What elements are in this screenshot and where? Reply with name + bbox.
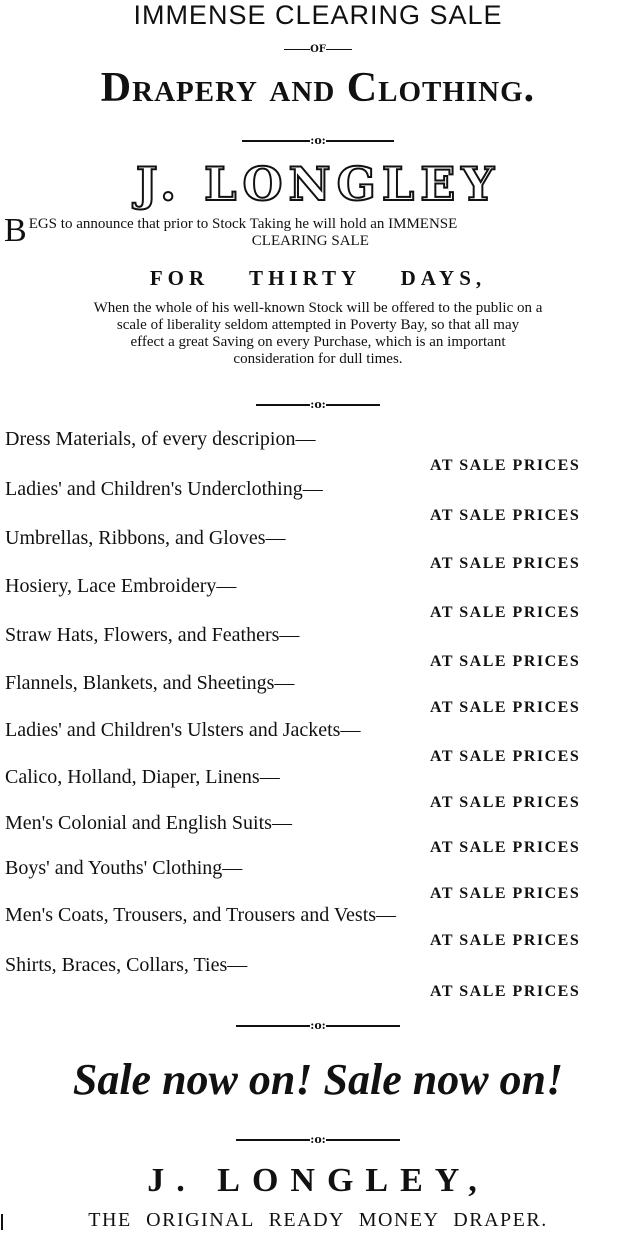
divider-text: :o: — [310, 134, 326, 147]
price-label: AT SALE PRICES — [430, 932, 581, 949]
of-divider — [0, 44, 636, 55]
headline: IMMENSE CLEARING SALE — [133, 0, 503, 30]
rule-bar — [326, 404, 380, 406]
merchant-name: J. LONGLEY — [135, 157, 501, 211]
divider — [0, 1133, 636, 1146]
price-label: AT SALE PRICES — [430, 839, 581, 856]
rule-bar — [284, 49, 310, 50]
list-item: Dress Materials, of every descripion— — [5, 428, 316, 450]
intro-text — [4, 212, 632, 250]
price-label: AT SALE PRICES — [430, 794, 581, 811]
sale-banner: Sale now on! Sale now on! — [72, 1055, 564, 1104]
divider — [0, 134, 636, 147]
price-label: AT SALE PRICES — [430, 555, 581, 572]
rule-bar — [326, 140, 394, 142]
price-label: AT SALE PRICES — [430, 604, 581, 621]
list-item: Straw Hats, Flowers, and Feathers— — [5, 624, 300, 646]
margin-mark — [1, 1214, 3, 1230]
price-label: AT SALE PRICES — [430, 507, 581, 524]
footer-merchant-name: J. LONGLEY, — [147, 1162, 489, 1199]
divider-text: :o: — [310, 1019, 326, 1032]
list-item: Boys' and Youths' Clothing— — [5, 857, 243, 879]
paragraph-line: When the whole of his well-known Stock will be offered to the public on a — [93, 300, 543, 316]
list-item: Calico, Holland, Diaper, Linens— — [5, 766, 280, 788]
list-item: Men's Colonial and English Suits— — [5, 812, 292, 834]
list-item: Umbrellas, Ribbons, and Gloves— — [5, 527, 286, 549]
sale-duration: FOR THIRTY DAYS, — [149, 266, 487, 290]
announcement-paragraph — [4, 300, 632, 368]
paragraph-line: effect a great Saving on every Purchase, which is an important — [130, 334, 506, 350]
rule-bar — [256, 404, 310, 406]
price-label: AT SALE PRICES — [430, 885, 581, 902]
list-item: Hosiery, Lace Embroidery— — [5, 575, 237, 597]
list-item: Men's Coats, Trousers, and Trousers and Vests— — [5, 904, 397, 926]
price-label: AT SALE PRICES — [430, 983, 581, 1000]
price-label: AT SALE PRICES — [430, 699, 581, 716]
rule-bar — [236, 1139, 310, 1141]
rule-bar — [242, 140, 310, 142]
price-label: AT SALE PRICES — [430, 457, 581, 474]
divider-text: :o: — [310, 1133, 326, 1146]
paragraph-line: consideration for dull times. — [233, 351, 403, 367]
divider-text: :o: — [310, 398, 326, 411]
of-text: OF — [310, 44, 326, 55]
page-title: Drapery and Clothing. — [100, 65, 536, 111]
footer-tagline: THE ORIGINAL READY MONEY DRAPER. — [88, 1209, 548, 1231]
list-item: Shirts, Braces, Collars, Ties— — [5, 954, 248, 976]
paragraph-line: scale of liberality seldom attempted in Poverty Bay, so that all may — [116, 317, 520, 333]
rule-bar — [326, 1025, 400, 1027]
rule-bar — [326, 49, 352, 50]
intro-line-2: CLEARING SALE — [251, 233, 369, 249]
drop-cap: B — [4, 212, 27, 249]
list-item: Ladies' and Children's Underclothing— — [5, 478, 323, 500]
list-item: Flannels, Blankets, and Sheetings— — [5, 672, 295, 694]
intro-line-1: EGS to announce that prior to Stock Taking he will hold an IMMENSE — [28, 216, 458, 232]
price-label: AT SALE PRICES — [430, 653, 581, 670]
rule-bar — [236, 1025, 310, 1027]
rule-bar — [326, 1139, 400, 1141]
price-label: AT SALE PRICES — [430, 748, 581, 765]
divider — [0, 1019, 636, 1032]
divider — [0, 398, 636, 411]
list-item: Ladies' and Children's Ulsters and Jackets— — [5, 719, 361, 741]
